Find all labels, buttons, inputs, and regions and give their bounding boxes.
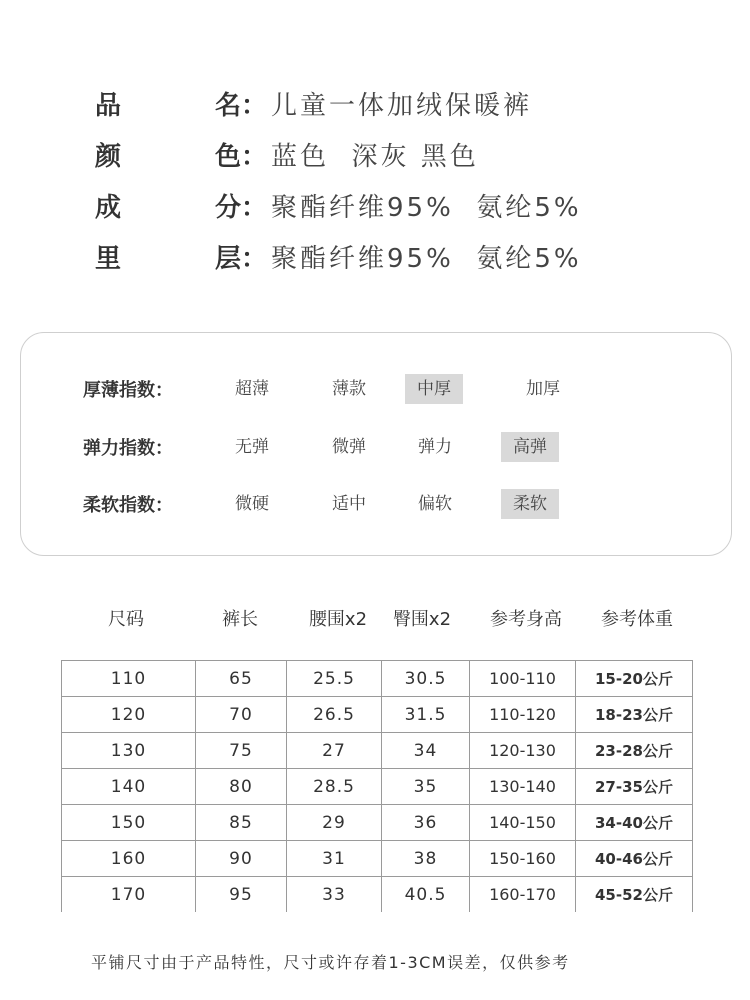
index-option: 微硬	[235, 494, 269, 514]
table-cell: 160-170	[470, 877, 576, 913]
table-cell: 170	[62, 877, 196, 913]
table-cell: 33	[287, 877, 382, 913]
size-table	[61, 660, 693, 912]
info-value: 聚酯纤维95% 氨纶5%	[271, 193, 582, 223]
table-row	[62, 805, 693, 841]
index-label: 弹力指数：	[83, 438, 173, 459]
table-cell: 120-130	[470, 733, 576, 769]
table-cell: 28.5	[287, 769, 382, 805]
column-header: 腰围x2	[308, 609, 368, 630]
table-cell: 140	[62, 769, 196, 805]
column-header: 尺码	[108, 609, 144, 630]
table-cell: 110	[62, 661, 196, 697]
measurement-note: 平铺尺寸由于产品特性，尺寸或许存着1-3CM误差，仅供参考	[91, 953, 570, 972]
index-option: 弹力	[418, 437, 452, 457]
column-header: 臀围x2	[392, 609, 452, 630]
table-cell: 15-20公斤	[576, 661, 693, 697]
table-cell: 18-23公斤	[576, 697, 693, 733]
table-cell: 45-52公斤	[576, 877, 693, 913]
info-key: 成 分：	[95, 193, 267, 223]
table-cell: 38	[382, 841, 470, 877]
table-cell: 30.5	[382, 661, 470, 697]
info-row-color	[95, 129, 582, 180]
table-cell: 31	[287, 841, 382, 877]
table-cell: 140-150	[470, 805, 576, 841]
table-row	[62, 769, 693, 805]
table-cell: 40-46公斤	[576, 841, 693, 877]
index-panel	[20, 332, 732, 556]
info-row-name	[95, 78, 582, 129]
index-option: 无弹	[235, 437, 269, 457]
product-info	[95, 78, 582, 282]
table-cell: 130	[62, 733, 196, 769]
table-cell: 80	[196, 769, 287, 805]
table-cell: 40.5	[382, 877, 470, 913]
table-cell: 95	[196, 877, 287, 913]
table-cell: 36	[382, 805, 470, 841]
table-cell: 34-40公斤	[576, 805, 693, 841]
index-option: 适中	[332, 494, 366, 514]
index-row-softness	[83, 489, 683, 519]
table-cell: 110-120	[470, 697, 576, 733]
info-key: 里 层：	[95, 244, 267, 274]
table-row	[62, 697, 693, 733]
info-row-lining	[95, 231, 582, 282]
index-option-selected: 高弹	[501, 432, 559, 462]
info-value: 聚酯纤维95% 氨纶5%	[271, 244, 582, 274]
index-label: 厚薄指数：	[83, 380, 173, 401]
index-option-selected: 柔软	[501, 489, 559, 519]
size-table-header	[0, 605, 750, 635]
table-cell: 65	[196, 661, 287, 697]
table-cell: 75	[196, 733, 287, 769]
table-cell: 130-140	[470, 769, 576, 805]
table-row	[62, 877, 693, 913]
index-row-elasticity	[83, 432, 683, 462]
table-cell: 150-160	[470, 841, 576, 877]
column-header: 参考体重	[601, 609, 673, 630]
column-header: 裤长	[222, 609, 258, 630]
table-cell: 31.5	[382, 697, 470, 733]
index-label: 柔软指数：	[83, 495, 173, 516]
table-cell: 25.5	[287, 661, 382, 697]
index-option-selected: 中厚	[405, 374, 463, 404]
table-cell: 34	[382, 733, 470, 769]
table-cell: 150	[62, 805, 196, 841]
info-key: 颜 色：	[95, 142, 267, 172]
table-cell: 26.5	[287, 697, 382, 733]
index-option: 薄款	[332, 379, 366, 399]
table-cell: 160	[62, 841, 196, 877]
info-row-composition	[95, 180, 582, 231]
index-option: 偏软	[418, 494, 452, 514]
info-key: 品 名：	[95, 91, 267, 121]
table-cell: 120	[62, 697, 196, 733]
table-cell: 35	[382, 769, 470, 805]
table-cell: 27-35公斤	[576, 769, 693, 805]
index-option: 加厚	[526, 379, 560, 399]
table-row	[62, 733, 693, 769]
table-cell: 100-110	[470, 661, 576, 697]
table-cell: 23-28公斤	[576, 733, 693, 769]
table-cell: 90	[196, 841, 287, 877]
column-header: 参考身高	[490, 609, 562, 630]
index-row-thickness	[83, 374, 683, 404]
table-cell: 70	[196, 697, 287, 733]
info-value: 儿童一体加绒保暖裤	[271, 91, 533, 121]
index-option: 超薄	[235, 379, 269, 399]
table-cell: 85	[196, 805, 287, 841]
table-row	[62, 661, 693, 697]
index-option: 微弹	[332, 437, 366, 457]
table-cell: 29	[287, 805, 382, 841]
table-row	[62, 841, 693, 877]
table-cell: 27	[287, 733, 382, 769]
info-value: 蓝色 深灰 黑色	[271, 142, 479, 172]
